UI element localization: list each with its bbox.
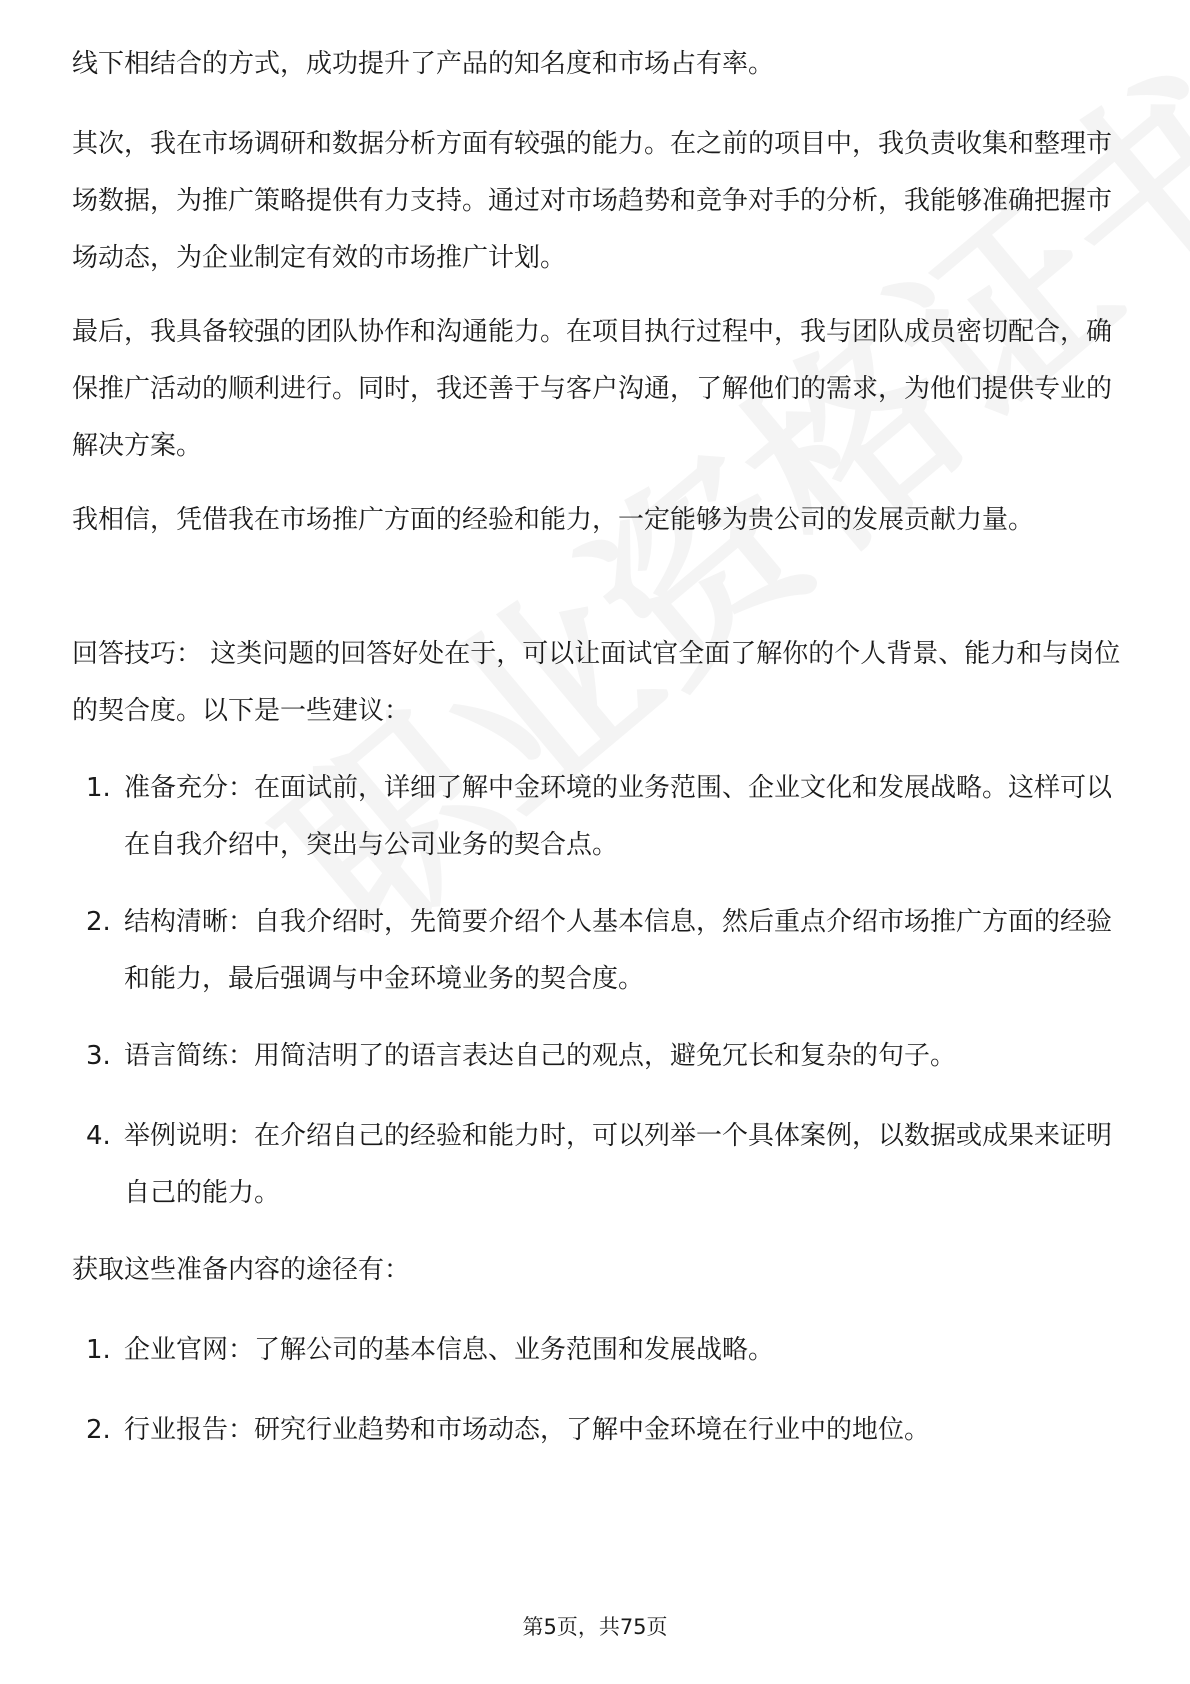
tip-item: [72, 760, 1122, 874]
tip-item: [72, 894, 1122, 1008]
paragraph-answer-tips: 回答技巧： 这类问题的回答好处在于，可以让面试官全面了解你的个人背景、能力和与岗位的契合度。以下是一些建议：: [72, 639, 1121, 726]
list-number: 3.: [86, 1041, 111, 1071]
paragraph-conclusion: 我相信，凭借我在市场推广方面的经验和能力，一定能够为贵公司的发展贡献力量。: [72, 505, 1035, 535]
list-text: 行业报告：研究行业趋势和市场动态，了解中金环境在行业中的地位。: [124, 1415, 931, 1445]
list-text: 结构清晰：自我介绍时，先简要介绍个人基本信息，然后重点介绍市场推广方面的经验和能力，最后强调与中金环境业务的契合度。: [124, 907, 1113, 994]
source-item: [72, 1402, 1122, 1459]
sources-heading: 获取这些准备内容的途径有：: [72, 1255, 411, 1285]
source-item: [72, 1322, 1122, 1379]
list-text: 企业官网：了解公司的基本信息、业务范围和发展战略。: [124, 1335, 775, 1365]
tip-item: [72, 1028, 1122, 1085]
list-text: 举例说明：在介绍自己的经验和能力时，可以列举一个具体案例，以数据或成果来证明自己的能力。: [124, 1121, 1113, 1208]
list-number: 4.: [86, 1121, 111, 1151]
list-number: 1.: [86, 1335, 111, 1365]
paragraph-teamwork-ability: 最后，我具备较强的团队协作和沟通能力。在项目执行过程中，我与团队成员密切配合，确保推广活动的顺利进行。同时，我还善于与客户沟通，了解他们的需求，为他们提供专业的解决方案。: [72, 317, 1113, 461]
list-text: 语言简练：用简洁明了的语言表达自己的观点，避免冗长和复杂的句子。: [124, 1041, 957, 1071]
list-number: 1.: [86, 773, 111, 803]
tip-item: [72, 1108, 1122, 1222]
page-footer: 第5页，共75页: [522, 1615, 668, 1639]
list-number: 2.: [86, 907, 111, 937]
paragraph-research-ability: 其次，我在市场调研和数据分析方面有较强的能力。在之前的项目中，我负责收集和整理市场数据，为推广策略提供有力支持。通过对市场趋势和竞争对手的分析，我能够准确把握市场动态，为企业制定有效的市场推广计划。: [72, 129, 1113, 273]
list-number: 2.: [86, 1415, 111, 1445]
list-text: 准备充分：在面试前，详细了解中金环境的业务范围、企业文化和发展战略。这样可以在自我介绍中，突出与公司业务的契合点。: [124, 773, 1113, 860]
paragraph-continuation: 线下相结合的方式，成功提升了产品的知名度和市场占有率。: [72, 49, 775, 79]
